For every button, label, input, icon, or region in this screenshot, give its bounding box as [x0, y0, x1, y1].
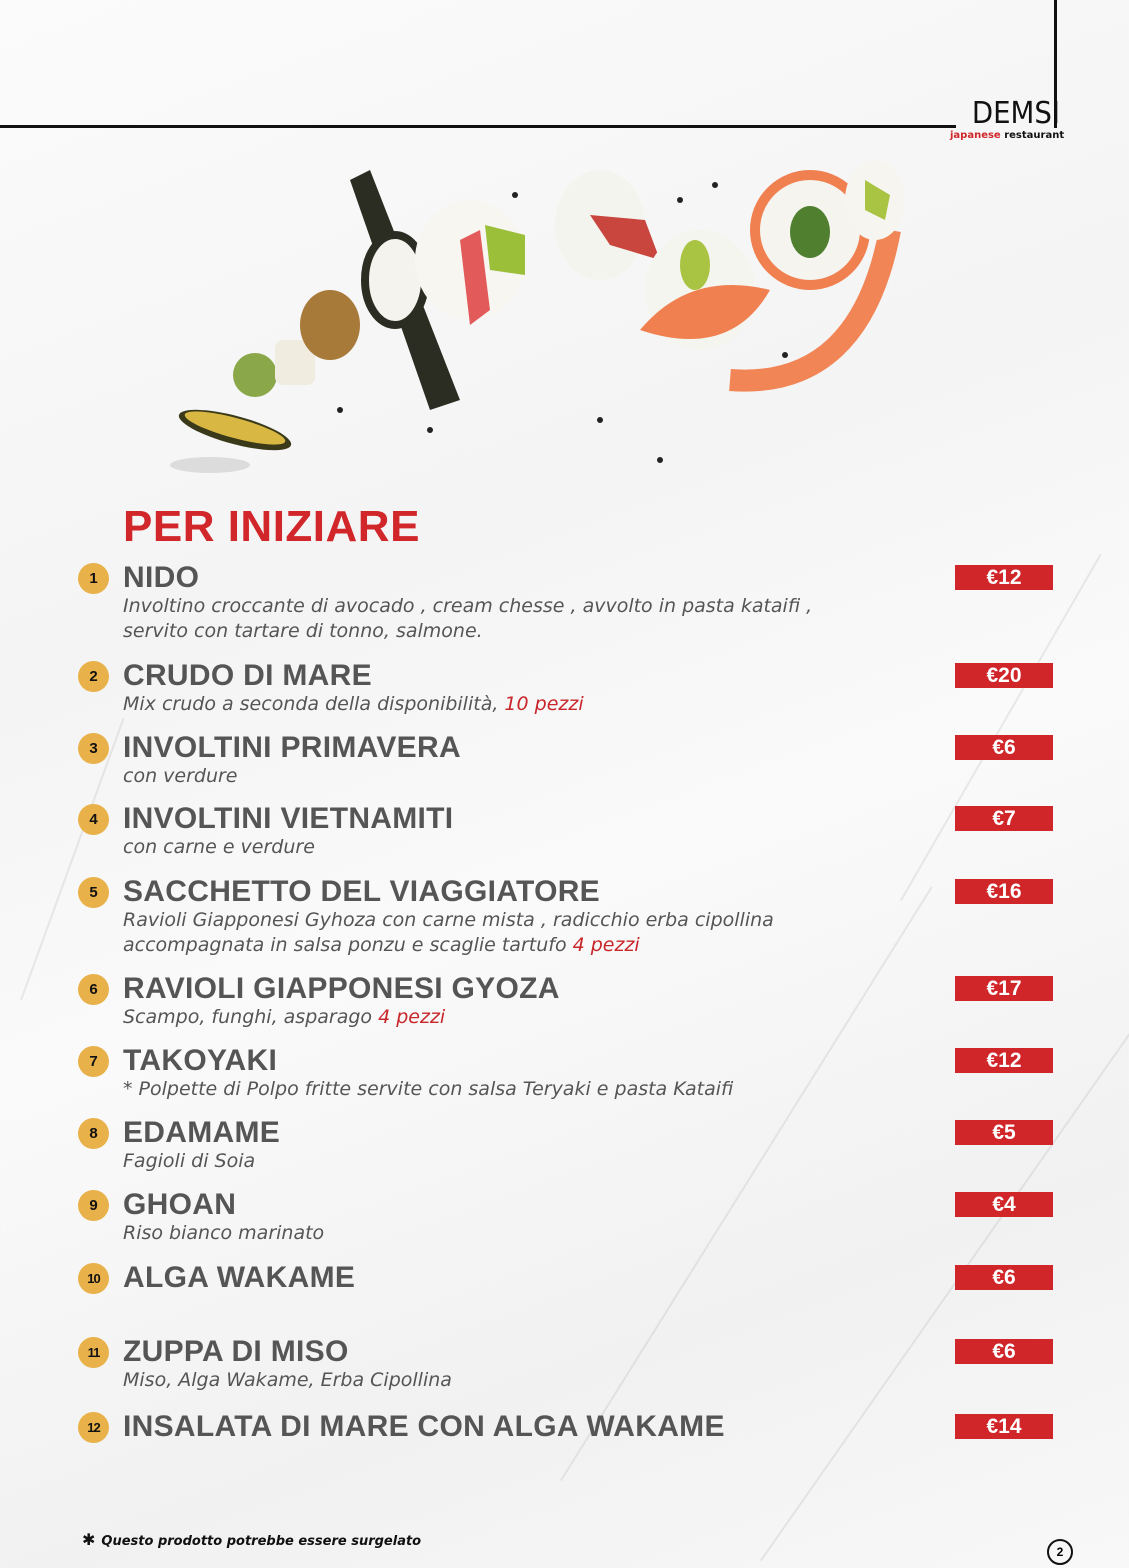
- marble-vein: [900, 554, 1102, 901]
- asterisk-icon: ✱: [82, 1530, 96, 1549]
- piece-count: 4 pezzi: [378, 1006, 446, 1028]
- item-name: INSALATA DI MARE CON ALGA WAKAME: [123, 1410, 725, 1443]
- brand-name: DEMSI: [971, 96, 1060, 131]
- item-price: €16: [955, 879, 1053, 904]
- item-price: €20: [955, 663, 1053, 688]
- item-number-badge: 7: [78, 1046, 109, 1077]
- item-name: SACCHETTO DEL VIAGGIATORE: [123, 875, 600, 908]
- item-number-badge: 3: [78, 733, 109, 764]
- item-price: €12: [955, 565, 1053, 590]
- item-description: Scampo, funghi, asparago 4 pezzi: [123, 1006, 446, 1028]
- item-description: Mix crudo a seconda della disponibilità, 10 pezzi: [123, 693, 584, 715]
- page-number: 2: [1047, 1539, 1073, 1565]
- item-number-badge: 6: [78, 974, 109, 1005]
- item-name: EDAMAME: [123, 1116, 281, 1149]
- item-name: INVOLTINI VIETNAMITI: [123, 802, 454, 835]
- item-price: €4: [955, 1192, 1053, 1217]
- item-name: NIDO: [123, 561, 200, 594]
- header-rule: [0, 125, 956, 128]
- item-price: €6: [955, 735, 1053, 760]
- brand-tagline: japanese restaurant: [950, 130, 1065, 141]
- item-description: Involtino croccante di avocado , cream chesse , avvolto in pasta kataifi , servito con tartare di tonno, salmone.: [123, 595, 813, 642]
- item-number-badge: 5: [78, 877, 109, 908]
- item-price: €6: [955, 1339, 1053, 1364]
- item-price: €17: [955, 976, 1053, 1001]
- item-number-badge: 8: [78, 1118, 109, 1149]
- item-price: €7: [955, 806, 1053, 831]
- marble-vein: [20, 718, 124, 1001]
- item-name: INVOLTINI PRIMAVERA: [123, 731, 461, 764]
- item-number-badge: 10: [78, 1263, 109, 1294]
- item-description: Fagioli di Soia: [123, 1150, 256, 1172]
- item-name: CRUDO DI MARE: [123, 659, 372, 692]
- item-price: €5: [955, 1120, 1053, 1145]
- item-number-badge: 4: [78, 804, 109, 835]
- item-description: * Polpette di Polpo fritte servite con salsa Teryaki e pasta Kataifi: [123, 1078, 734, 1100]
- item-name: TAKOYAKI: [123, 1044, 278, 1077]
- item-number-badge: 9: [78, 1190, 109, 1221]
- sushi-hero-image: [170, 150, 930, 490]
- piece-count: 4 pezzi: [572, 934, 640, 956]
- piece-count: 10 pezzi: [504, 693, 584, 715]
- frozen-product-footnote: ✱ Questo prodotto potrebbe essere surgelato: [82, 1530, 422, 1549]
- item-name: GHOAN: [123, 1188, 237, 1221]
- item-number-badge: 12: [78, 1412, 109, 1443]
- item-number-badge: 2: [78, 661, 109, 692]
- marble-vein: [760, 905, 1129, 1561]
- item-price: €6: [955, 1265, 1053, 1290]
- item-name: ALGA WAKAME: [123, 1261, 356, 1294]
- item-name: RAVIOLI GIAPPONESI GYOZA: [123, 972, 560, 1005]
- item-name: ZUPPA DI MISO: [123, 1335, 349, 1368]
- item-price: €12: [955, 1048, 1053, 1073]
- item-description: Miso, Alga Wakame, Erba Cipollina: [123, 1369, 452, 1391]
- section-title: PER INIZIARE: [123, 502, 420, 551]
- brand-logo: [950, 96, 1065, 142]
- item-description: con verdure: [123, 765, 238, 787]
- item-description: Ravioli Giapponesi Gyhoza con carne mista , radicchio erba cipollina accompagnata in salsa ponzu e scaglie tartufo 4 pezzi: [123, 909, 774, 956]
- item-number-badge: 1: [78, 563, 109, 594]
- item-description: con carne e verdure: [123, 836, 315, 858]
- item-number-badge: 11: [78, 1337, 109, 1368]
- item-price: €14: [955, 1414, 1053, 1439]
- item-description: Riso bianco marinato: [123, 1222, 325, 1244]
